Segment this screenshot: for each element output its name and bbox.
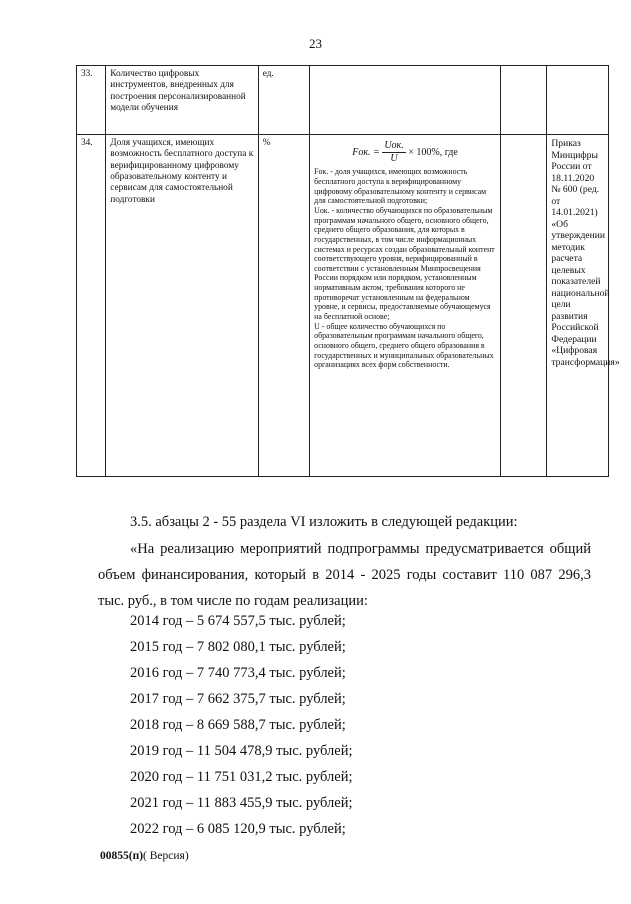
source-document-text: Приказ Минцифры России от 18.11.2020 № 600 (ред. от 14.01.2021) «Об утверждении методик расчета целевых показателей национальной цели развития Российской Федерации «Цифровая трансформация»	[551, 138, 620, 368]
unit-of-measure: ед.	[258, 66, 309, 135]
formula-rhs: × 100%, где	[408, 146, 458, 158]
document-footer	[100, 850, 189, 862]
definition-fok: Fок. - доля учащихся, имеющих возможность бесплатного доступа к верифицированному цифровому образовательному контенту и сервисам для самостоятельной подготовки;	[314, 167, 487, 206]
unit-of-measure: %	[258, 135, 309, 477]
list-item: 2014 год – 5 674 557,5 тыс. рублей;	[130, 613, 346, 629]
document-version: ( Версия)	[143, 850, 189, 862]
formula	[314, 140, 496, 165]
indicators-table	[76, 65, 620, 477]
source-document	[547, 135, 620, 477]
formula-fraction	[382, 140, 405, 165]
source-document	[547, 66, 609, 135]
list-item: 2021 год – 11 883 455,9 тыс. рублей;	[130, 795, 353, 811]
formula-lhs: Fок. =	[352, 146, 380, 158]
list-item: 2018 год – 8 669 588,7 тыс. рублей;	[130, 717, 346, 733]
page-number: 23	[309, 36, 322, 51]
list-item: 2022 год – 6 085 120,9 тыс. рублей;	[130, 821, 346, 837]
funding-by-year-list	[130, 608, 353, 842]
document-code: 00855(п)	[100, 850, 144, 862]
definition-uok: Uок. - количество обучающихся по образовательным программам начального общего, основного общего, среднего общего образования, для которых в государственных, в том числе информационных системах и ресурсах создан образовательный контент соответствующего уровня, верифицированный в соответствии с установленным Минпросвещения России порядком или порядком, установленным нормативным актом, требования которого не противоречат установленным на федеральном уровне, и сервисы, предоставляемые обучающемуся на бесплатной основе;	[314, 205, 495, 321]
formula-denominator: U	[390, 153, 398, 165]
calculation-method	[310, 135, 501, 477]
list-item: 2020 год – 11 751 031,2 тыс. рублей;	[130, 769, 353, 785]
list-item: 2019 год – 11 504 478,9 тыс. рублей;	[130, 743, 353, 759]
definition-u: U - общее количество обучающихся по образовательным программам начального общего, основного общего, среднего общего образования в государственных и муниципальных образовательных организациях всех форм собственности.	[314, 321, 494, 370]
row-number: 34.	[77, 135, 106, 477]
indicator-name: Доля учащихся, имеющих возможность бесплатного доступа к верифицированному цифровому образовательному контенту и сервисам для самостоятельной подготовки	[106, 135, 258, 477]
main-paragraph: «На реализацию мероприятий подпрограммы предусматривается общий объем финансирования, который в 2014 - 2025 годы составит 110 087 296,3 тыс. руб., в том числе по годам реализации:	[98, 541, 591, 609]
calculation-method	[310, 66, 501, 135]
empty-cell	[500, 135, 546, 477]
list-item: 2015 год – 7 802 080,1 тыс. рублей;	[130, 639, 346, 655]
list-item: 2016 год – 7 740 773,4 тыс. рублей;	[130, 665, 346, 681]
section-heading: 3.5. абзацы 2 - 55 раздела VI изложить в следующей редакции:	[130, 514, 518, 530]
row-number: 33.	[77, 66, 106, 135]
indicator-name: Количество цифровых инструментов, внедренных для построения персонализированной модели обучения	[106, 66, 258, 135]
list-item: 2017 год – 7 662 375,7 тыс. рублей;	[130, 691, 346, 707]
table-row	[77, 66, 609, 135]
table-row	[77, 135, 609, 477]
formula-numerator: Uок.	[382, 140, 405, 153]
empty-cell	[500, 66, 546, 135]
